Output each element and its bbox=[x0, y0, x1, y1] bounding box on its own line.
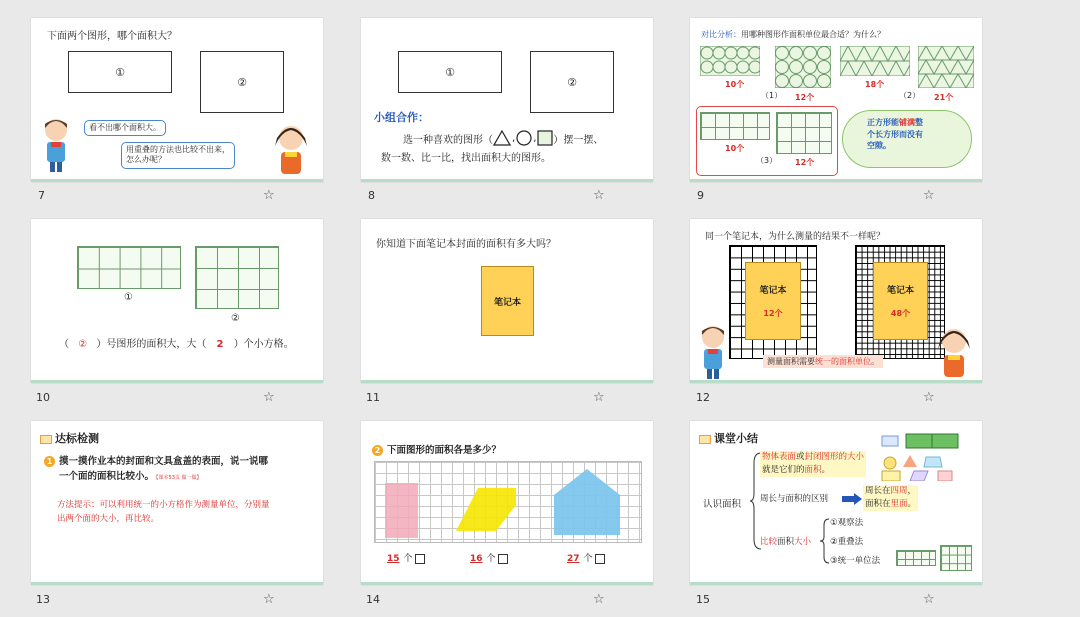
question-number: 2 bbox=[372, 445, 383, 456]
slide-number: 12 bbox=[696, 391, 710, 404]
difference-label: 周长与面积的区别 bbox=[760, 494, 829, 504]
text-part: 周长在 bbox=[865, 486, 891, 496]
unit-square-icon bbox=[415, 554, 425, 564]
instruction-line-2: 数一数、比一比，找出面积大的图形。 bbox=[381, 153, 551, 164]
square-tiling bbox=[776, 112, 832, 154]
slide-thumbnail-15[interactable] bbox=[690, 421, 982, 585]
notebook-cover bbox=[481, 266, 534, 336]
sentence-part: （ bbox=[59, 339, 69, 350]
figure-label: ① bbox=[124, 292, 133, 303]
instruction-text: ）摆一摆、 bbox=[553, 134, 604, 146]
center-topic: 认识面积 bbox=[703, 499, 742, 510]
unit-grid-small bbox=[896, 550, 936, 566]
header bbox=[701, 29, 885, 40]
question-block bbox=[372, 442, 501, 456]
shape-label: ① bbox=[115, 65, 125, 79]
hint-text: 出两个面的大小，再比较。 bbox=[57, 513, 160, 524]
question-text: 摸一摸作业本的封面和文具盒盖的表面，说一说哪 bbox=[59, 456, 269, 467]
slide-thumbnail-11[interactable] bbox=[361, 219, 653, 383]
section-title bbox=[40, 430, 99, 446]
circle-icon bbox=[516, 130, 532, 146]
square-tiling bbox=[700, 112, 770, 140]
slide-number: 7 bbox=[38, 189, 45, 202]
cloud-text-part: 个长方形而没有 bbox=[867, 129, 923, 139]
count-label: 12个 bbox=[763, 309, 783, 318]
unit-label: 个 bbox=[486, 554, 496, 564]
answer-2 bbox=[466, 551, 508, 564]
keyword: 四周 bbox=[890, 486, 908, 496]
grid-figure-2 bbox=[195, 246, 279, 309]
slide-thumbnail-9[interactable] bbox=[690, 18, 982, 182]
slide-number: 13 bbox=[36, 593, 50, 606]
circles-tiling bbox=[700, 46, 760, 76]
triangles-tiling bbox=[840, 46, 910, 76]
banner-text: 。 bbox=[871, 357, 879, 366]
star-icon[interactable]: ☆ bbox=[263, 592, 275, 607]
star-icon[interactable]: ☆ bbox=[593, 592, 605, 607]
slide-thumbnail-10[interactable] bbox=[31, 219, 323, 383]
boy-illustration bbox=[41, 116, 71, 174]
girl-speech-bubble bbox=[121, 142, 235, 169]
notebook-cover bbox=[745, 262, 801, 340]
book-icon bbox=[40, 435, 52, 444]
unit-square-icon bbox=[498, 554, 508, 564]
unit-label: 个 bbox=[583, 554, 593, 564]
header-label: 对比分析： bbox=[701, 30, 741, 39]
shapes-illustration bbox=[880, 433, 960, 481]
brace-icon bbox=[820, 517, 830, 565]
notebook-label: 笔记本 bbox=[886, 286, 914, 296]
figure-label: ② bbox=[231, 313, 240, 324]
part-label: （2） bbox=[899, 91, 921, 100]
answer-value: 27 bbox=[567, 554, 580, 564]
star-icon[interactable]: ☆ bbox=[263, 390, 275, 405]
slide-thumbnail-13[interactable] bbox=[31, 421, 323, 585]
count-label: 10个 bbox=[725, 144, 745, 153]
definition-block bbox=[760, 451, 866, 477]
answer-value: ② bbox=[78, 339, 88, 350]
shape-label: ① bbox=[445, 65, 455, 79]
star-icon[interactable]: ☆ bbox=[593, 188, 605, 203]
slide-thumbnail-12[interactable] bbox=[690, 219, 982, 383]
question-block bbox=[44, 454, 268, 484]
question-text: 你知道下面笔记本封面的面积有多大吗？ bbox=[376, 239, 556, 250]
slide-thumbnail-14[interactable] bbox=[361, 421, 653, 585]
textbook-reference: 【课本53页 做一做】 bbox=[156, 475, 202, 482]
count-label: 48个 bbox=[890, 309, 911, 318]
text-part: 或 bbox=[796, 452, 805, 462]
slide-number: 8 bbox=[368, 189, 375, 202]
cloud-text bbox=[867, 117, 923, 152]
boy-illustration bbox=[698, 323, 728, 381]
count-label: 21个 bbox=[934, 93, 954, 102]
unit-grid-small bbox=[940, 545, 972, 571]
answer-value: 2 bbox=[216, 339, 224, 350]
keyword: 比较 bbox=[760, 537, 778, 547]
keyword: 里面 bbox=[890, 498, 908, 509]
notebook-label: 笔记本 bbox=[759, 286, 787, 296]
question-number: 1 bbox=[44, 456, 55, 467]
method-2: ②重叠法 bbox=[830, 537, 864, 547]
instruction-text: 选一种喜欢的图形（ bbox=[403, 134, 493, 146]
bubble-text: 看不出哪个面积大。 bbox=[89, 123, 161, 132]
part-label: （3） bbox=[756, 156, 778, 165]
text-part: 面积在 bbox=[865, 498, 891, 509]
rectangle-2 bbox=[530, 51, 614, 113]
star-icon[interactable]: ☆ bbox=[923, 188, 935, 203]
bubble-text: 怎么办呢？ bbox=[126, 155, 166, 165]
section-title bbox=[699, 430, 758, 446]
count-label: 18个 bbox=[865, 80, 885, 89]
part-label: （1） bbox=[761, 91, 783, 100]
book-icon bbox=[699, 435, 711, 444]
compare-label bbox=[760, 535, 811, 547]
question-text: 下面图形的面积各是多少？ bbox=[387, 445, 502, 456]
count-label: 12个 bbox=[795, 93, 815, 102]
sentence-part: ）个小方格。 bbox=[233, 339, 294, 350]
shape-label: ② bbox=[567, 75, 577, 89]
square-icon bbox=[537, 130, 553, 146]
text-part: 。 bbox=[907, 498, 917, 509]
triangle-icon bbox=[493, 130, 511, 146]
slide-number: 9 bbox=[697, 189, 704, 202]
yellow-parallelogram bbox=[456, 483, 522, 533]
keyword: 大小 bbox=[794, 537, 812, 547]
arrow-right-icon bbox=[842, 493, 862, 505]
method-1: ①观察法 bbox=[830, 518, 864, 528]
text-part: 面积 bbox=[777, 537, 795, 547]
keyword: 物体表面 bbox=[762, 452, 797, 462]
notebook-cover bbox=[873, 262, 928, 340]
conclusion-banner bbox=[763, 355, 883, 368]
question-text: 下面两个图形，哪个面积大？ bbox=[47, 31, 177, 42]
section-title-text: 达标检测 bbox=[55, 432, 99, 445]
unit-square-icon bbox=[595, 554, 605, 564]
answer-value: 16 bbox=[470, 554, 483, 564]
slide-thumbnail-8[interactable] bbox=[361, 18, 653, 182]
star-icon[interactable]: ☆ bbox=[923, 592, 935, 607]
count-label: 12个 bbox=[795, 158, 815, 167]
slide-number: 15 bbox=[696, 593, 710, 606]
grid-figure-1 bbox=[77, 246, 181, 289]
group-work-title: 小组合作： bbox=[374, 111, 429, 124]
cloud-text-part: 正方形能 bbox=[867, 118, 899, 127]
boy-speech-bubble bbox=[84, 120, 166, 136]
text-part: 。 bbox=[821, 464, 831, 475]
star-icon[interactable]: ☆ bbox=[923, 390, 935, 405]
circles-tiling bbox=[775, 46, 831, 88]
rectangle-1 bbox=[398, 51, 502, 93]
rectangle-2 bbox=[200, 51, 284, 113]
answer-1 bbox=[383, 551, 425, 564]
method-3: ③统一单位法 bbox=[830, 556, 881, 566]
text-part: ， bbox=[907, 486, 917, 496]
instruction-line-1: 选一种喜欢的图形（ , , ）摆一摆、 bbox=[403, 130, 603, 146]
sentence-part: ）号图形的面积大，大（ bbox=[96, 339, 207, 350]
banner-keyword: 统一的面积单位 bbox=[815, 357, 871, 366]
slide-number: 14 bbox=[366, 593, 380, 606]
shape-label: ② bbox=[237, 75, 247, 89]
pink-rectangle bbox=[385, 483, 418, 538]
slide-number: 11 bbox=[366, 391, 380, 404]
blue-pentagon bbox=[554, 469, 622, 535]
question-text: 同一个笔记本，为什么测量的结果不一样呢？ bbox=[705, 232, 886, 242]
rectangle-1 bbox=[68, 51, 172, 93]
slide-number: 10 bbox=[36, 391, 50, 404]
question-text: 一个面的面积比较小。 bbox=[59, 471, 155, 483]
answer-sentence bbox=[59, 335, 294, 350]
star-icon[interactable]: ☆ bbox=[263, 188, 275, 203]
girl-illustration bbox=[934, 325, 974, 383]
keyword: 封闭图形的大小 bbox=[804, 452, 865, 462]
bubble-text: 用重叠的方法也比较不出来， bbox=[126, 145, 230, 154]
banner-text: 测量面积需要 bbox=[767, 357, 815, 366]
keyword: 面积 bbox=[804, 464, 822, 475]
text-part: 就是它们的 bbox=[762, 464, 805, 475]
header-text: 用哪种图形作面积单位最合适？为什么？ bbox=[741, 30, 885, 39]
section-title-text: 课堂小结 bbox=[714, 432, 758, 445]
answer-3 bbox=[563, 551, 605, 564]
cloud-text-part: 空隙。 bbox=[867, 141, 891, 151]
slide-thumbnail-7[interactable] bbox=[31, 18, 323, 182]
difference-block bbox=[863, 485, 918, 511]
method-hint bbox=[57, 499, 270, 526]
cloud-keyword: 铺满 bbox=[899, 118, 915, 127]
answer-value: 15 bbox=[387, 554, 400, 564]
star-icon[interactable]: ☆ bbox=[593, 390, 605, 405]
unit-label: 个 bbox=[403, 554, 413, 564]
notebook-label: 笔记本 bbox=[493, 297, 521, 308]
cloud-text-part: 整 bbox=[915, 118, 923, 127]
count-label: 10个 bbox=[725, 80, 745, 89]
hint-text: 方法提示：可以利用统一的小方格作为测量单位，分别量 bbox=[57, 500, 270, 510]
girl-illustration bbox=[271, 122, 311, 180]
triangles-tiling bbox=[918, 46, 974, 88]
